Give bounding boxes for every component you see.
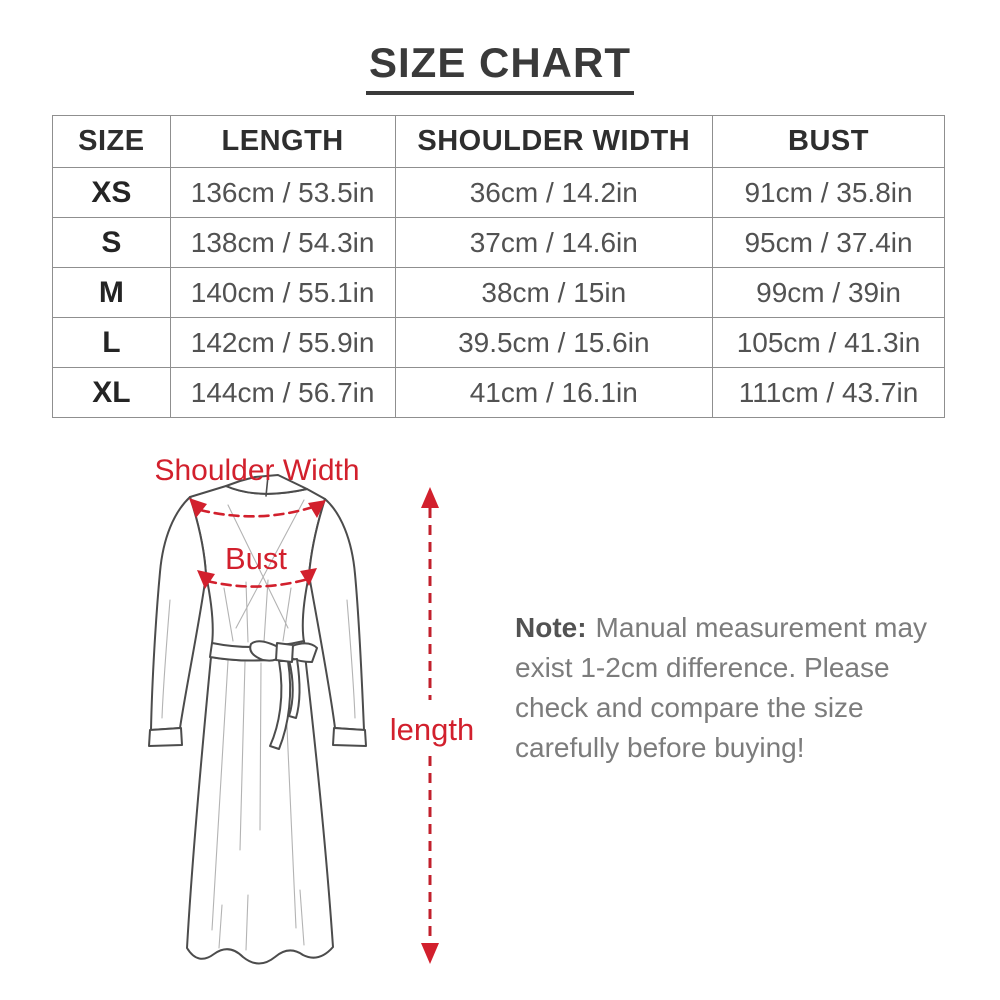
note-line — [515, 608, 955, 648]
size-label: XL — [53, 368, 171, 418]
bust-value: 95cm / 37.4in — [713, 218, 945, 268]
bust-value: 105cm / 41.3in — [713, 318, 945, 368]
shoulder-value: 38cm / 15in — [395, 268, 713, 318]
shoulder-value: 39.5cm / 15.6in — [395, 318, 713, 368]
length-label: length — [389, 712, 475, 747]
size-label: M — [53, 268, 171, 318]
length-value: 138cm / 54.3in — [170, 218, 395, 268]
bust-value: 111cm / 43.7in — [713, 368, 945, 418]
note-line: carefully before buying! — [515, 732, 805, 763]
note-line: check and compare the size — [515, 692, 864, 723]
note-text — [515, 608, 955, 768]
size-label: XS — [53, 168, 171, 218]
table-row — [53, 218, 945, 268]
note-label: Note: — [515, 612, 587, 643]
length-value: 144cm / 56.7in — [170, 368, 395, 418]
shoulder-value: 36cm / 14.2in — [395, 168, 713, 218]
shoulder-width-label: Shoulder Width — [154, 454, 360, 487]
table-row — [53, 168, 945, 218]
header-shoulder-width: SHOULDER WIDTH — [395, 116, 713, 168]
table-row — [53, 368, 945, 418]
table-header-row — [53, 116, 945, 168]
title-wrap — [0, 40, 1000, 95]
shoulder-value: 37cm / 14.6in — [395, 218, 713, 268]
size-label: S — [53, 218, 171, 268]
note-line: exist 1-2cm difference. Please — [515, 652, 890, 683]
note-line-text: Manual measurement may — [595, 612, 928, 643]
length-value: 142cm / 55.9in — [170, 318, 395, 368]
size-label: L — [53, 318, 171, 368]
header-length: LENGTH — [170, 116, 395, 168]
bust-value: 91cm / 35.8in — [713, 168, 945, 218]
length-value: 136cm / 53.5in — [170, 168, 395, 218]
size-chart-table — [52, 115, 945, 418]
page-title: SIZE CHART — [366, 40, 634, 95]
shoulder-value: 41cm / 16.1in — [395, 368, 713, 418]
table-row — [53, 268, 945, 318]
bust-value: 99cm / 39in — [713, 268, 945, 318]
header-size: SIZE — [53, 116, 171, 168]
table-row — [53, 318, 945, 368]
header-bust: BUST — [713, 116, 945, 168]
length-value: 140cm / 55.1in — [170, 268, 395, 318]
bust-label: Bust — [224, 541, 288, 576]
